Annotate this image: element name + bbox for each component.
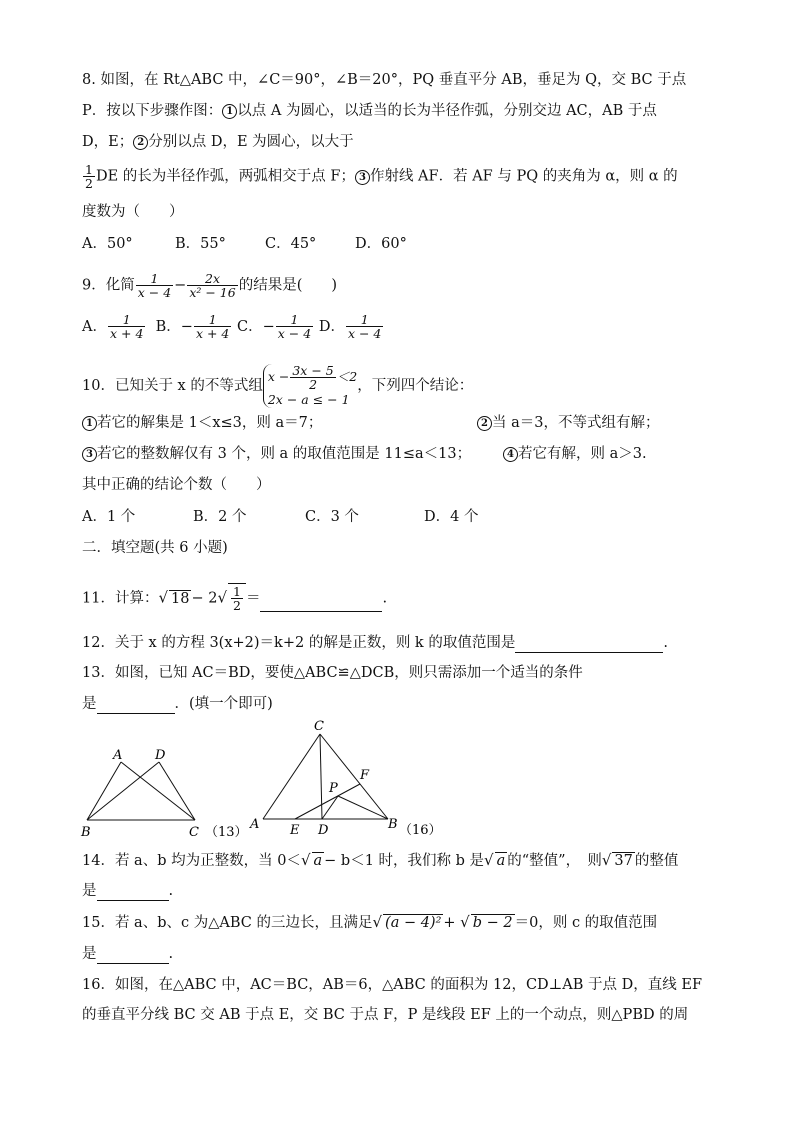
fig16-seg-ac [263, 734, 320, 819]
q8-line2 [82, 101, 657, 121]
q8-line3-a: D，E； [82, 134, 134, 150]
q9-option-d-label: D． [318, 318, 345, 335]
q9-c-num: 1 [276, 313, 313, 327]
q10-ineq2: 2x − a ≤ − 1 [267, 392, 350, 407]
q14-radicand-a: a [313, 853, 323, 869]
q11-half-num: 1 [233, 584, 241, 599]
q9-frac1-num: 1 [136, 272, 173, 286]
q11-radicand-half [228, 583, 246, 612]
q11-radicand-18: 18 [171, 590, 190, 607]
q11-eq: ＝ [245, 590, 261, 607]
q9-a-num: 1 [108, 313, 145, 327]
q10-statement-2 [477, 413, 659, 433]
fig13-seg-dc [159, 762, 195, 820]
q10-ineq1-b: ＜2 [336, 369, 358, 384]
q9-option-b[interactable] [155, 312, 233, 341]
q9-suffix: 的结果是( ) [238, 277, 338, 294]
q14-radicand-37: 37 [614, 853, 633, 869]
circle-3-icon: 3 [355, 170, 370, 185]
q9-frac1 [136, 272, 173, 299]
fig16-seg-cd [320, 734, 322, 819]
q8-line1: 8. 如图，在 Rt△ABC 中，∠C＝90°，∠B＝20°，PQ 垂直平分 AB，垂足为 Q，交 BC 于点 [82, 72, 687, 88]
circle-2-icon: 2 [477, 416, 492, 431]
q14-radicand-a2: a [496, 853, 506, 869]
q14-line1 [82, 850, 678, 871]
q14-d: 的整值 [634, 853, 679, 869]
q8-line5: 度数为（ ） [82, 204, 184, 220]
q15-line2-a: 是 [82, 946, 97, 962]
fig13-label-b: B [81, 825, 91, 840]
fig16-caption: （16） [399, 823, 442, 838]
sqrt-icon: √ [601, 851, 612, 869]
fig16-seg-pb [338, 796, 388, 819]
q9-prefix: 9．化简 [82, 277, 135, 294]
q12-line [82, 633, 668, 653]
q10-prefix: 10．已知关于 x 的不等式组 [82, 378, 263, 394]
circle-4-icon: 4 [503, 447, 518, 462]
circle-2-icon: 2 [133, 135, 148, 150]
q15-a: 15．若 a、b、c 为△ABC 的三边长，且满足 [82, 915, 373, 931]
q15-end: . [168, 946, 174, 962]
q9-option-d[interactable] [318, 312, 385, 341]
q16-line2: 的垂直平分线 BC 交 AB 于点 E，交 BC 于点 F，P 是线段 EF 上的一个动点，则△PBD 的周 [82, 1007, 689, 1023]
fig16-label-b: B [388, 817, 398, 832]
q12-text: 12．关于 x 的方程 3(x+2)＝k+2 的解是正数，则 k 的取值范围是 [82, 635, 516, 651]
q10-inequality-system [263, 364, 357, 408]
fig16-label-a: A [250, 817, 260, 832]
q8-option-b[interactable]: B．55° [175, 236, 226, 252]
q10-question: 其中正确的结论个数（ ） [82, 477, 271, 493]
sqrt-icon: √ [217, 588, 228, 607]
q10-ineq1-frac [290, 364, 335, 391]
q13-line2-b: ．(填一个即可) [174, 696, 273, 712]
figure-16 [248, 716, 448, 842]
q10-option-d[interactable]: D．4 个 [424, 509, 479, 525]
q8-option-a[interactable]: A．50° [82, 236, 133, 252]
q9-option-a-frac [108, 313, 145, 340]
q14-end: . [168, 883, 174, 899]
q11-line [82, 583, 387, 612]
q10-s2-text: 当 a＝3，不等式组有解； [492, 415, 660, 431]
q9-option-d-frac [346, 313, 383, 340]
sqrt-icon: √ [372, 913, 383, 931]
q8-line4-a: DE 的长为半径作弧，两弧相交于点 F； [95, 168, 355, 185]
sqrt-icon: √ [300, 851, 311, 869]
half-num: 1 [85, 162, 93, 177]
q8-line2-b: 以点 A 为圆心，以适当的长为半径作弧，分别交边 AC，AB 于点 [237, 103, 657, 119]
q10-ineq1-num: 3x − 5 [292, 363, 334, 378]
q14-line2 [82, 881, 173, 901]
fig16-seg-dp [322, 796, 338, 819]
sqrt-icon: √ [460, 913, 470, 931]
q10-s4-text: 若它有解，则 a＞3. [518, 446, 647, 462]
half-fraction [83, 163, 95, 190]
fig13-label-a: A [113, 748, 123, 763]
q14-line2-a: 是 [82, 883, 97, 899]
q11-half-den: 2 [233, 598, 241, 613]
q8-option-c[interactable]: C．45° [265, 236, 317, 252]
q9-frac2-num: 2x [187, 272, 237, 286]
q9-b-neg: − [180, 318, 193, 335]
q9-option-a-label: A． [82, 318, 107, 335]
fig13-seg-ba [87, 762, 121, 820]
fig16-label-c: C [314, 719, 324, 734]
q9-frac1-den: x − 4 [137, 285, 172, 300]
q8-line4 [82, 163, 678, 190]
q9-frac2-den: x² − 16 [189, 285, 236, 300]
q11-prefix: 11．计算： [82, 590, 159, 607]
fig16-label-e: E [290, 823, 300, 838]
q9-line1 [82, 272, 337, 299]
q8-line3 [82, 132, 354, 152]
q9-d-den: x − 4 [347, 326, 382, 341]
q9-option-a[interactable] [82, 312, 146, 341]
q10-statement-1 [82, 413, 322, 433]
fig16-seg-cb [320, 734, 388, 819]
q12-answer-blank[interactable] [515, 652, 663, 653]
q14-b: − b＜1 时，我们称 b 是 [324, 853, 485, 869]
q14-a: 14．若 a、b 均为正整数，当 0＜ [82, 853, 301, 869]
q10-option-a[interactable]: A．1 个 [82, 509, 136, 525]
q10-s3-text: 若它的整数解仅有 3 个，则 a 的取值范围是 11≤a＜13； [97, 446, 472, 462]
q9-minus: − [174, 277, 187, 294]
q9-option-c-label: C． [237, 318, 263, 335]
q15-radicand-2: b − 2 [472, 915, 513, 931]
q9-d-num: 1 [346, 313, 383, 327]
q14-answer-blank[interactable] [97, 900, 169, 901]
q15-radicand-1: (a − 4)² [385, 915, 442, 931]
sqrt-icon: √ [158, 588, 169, 607]
q10-statement-4 [503, 444, 647, 464]
q15-b: ＝0，则 c 的取值范围 [514, 915, 658, 931]
q13-line2 [82, 694, 273, 714]
q15-line1 [82, 912, 657, 933]
fig13-seg-ac [121, 762, 195, 820]
q10-line1 [82, 364, 473, 408]
q10-statement-3 [82, 444, 471, 464]
q16-line1: 16．如图，在△ABC 中，AC＝BC，AB＝6，△ABC 的面积为 12，CD⊥AB 于点 D，直线 EF [82, 977, 703, 993]
q11-answer-blank[interactable] [260, 611, 382, 612]
fig13-seg-bd [87, 762, 159, 820]
half-den: 2 [85, 176, 93, 191]
q9-options [82, 313, 384, 340]
q9-c-den: x − 4 [277, 326, 312, 341]
q9-option-b-label: B． [155, 318, 181, 335]
q10-option-c[interactable]: C．3 个 [305, 509, 359, 525]
fig13-caption: （13） [205, 825, 248, 840]
circle-1-icon: 1 [82, 416, 97, 431]
section-title-fill-in: 二．填空题(共 6 小题) [82, 540, 228, 556]
q15-line2 [82, 944, 173, 964]
q11-end: . [382, 590, 388, 607]
q10-s1-text: 若它的解集是 1＜x≤3，则 a＝7； [97, 415, 323, 431]
q13-line2-a: 是 [82, 696, 97, 712]
fig16-label-d: D [318, 823, 329, 838]
q15-answer-blank[interactable] [97, 963, 169, 964]
q9-b-den: x + 4 [195, 326, 230, 341]
q10-ineq1-a: x − [267, 369, 290, 384]
q13-answer-blank[interactable] [97, 713, 175, 714]
q9-c-neg: − [262, 318, 275, 335]
fig16-label-f: F [360, 768, 370, 783]
q8-line3-b: 分别以点 D，E 为圆心，以大于 [148, 134, 354, 150]
q9-frac2 [187, 272, 237, 299]
q14-c: 的“整值”， 则 [507, 853, 602, 869]
q9-a-den: x + 4 [109, 326, 144, 341]
fig13-label-d: D [155, 748, 166, 763]
circle-3-icon: 3 [82, 447, 97, 462]
circle-1-icon: 1 [222, 104, 237, 119]
fig13-label-c: C [189, 825, 199, 840]
sqrt-icon: √ [484, 851, 494, 869]
q8-option-d[interactable]: D．60° [355, 236, 407, 252]
q9-option-c[interactable] [237, 312, 314, 341]
q9-b-num: 1 [194, 313, 231, 327]
q9-option-b-frac [194, 313, 231, 340]
q9-option-c-frac [276, 313, 313, 340]
q15-plus: + [443, 915, 456, 931]
fig16-label-p: P [329, 781, 338, 796]
q10-suffix: ，下列四个结论： [357, 378, 474, 394]
q8-line2-a: P．按以下步骤作图： [82, 103, 223, 119]
q11-minus2: − 2 [191, 590, 218, 607]
q10-option-b[interactable]: B．2 个 [193, 509, 247, 525]
figure-13 [75, 740, 255, 845]
q10-ineq1-den: 2 [309, 377, 318, 392]
q13-line1: 13．如图，已知 AC＝BD，要使△ABC≌△DCB，则只需添加一个适当的条件 [82, 665, 583, 681]
q12-end: . [663, 635, 668, 651]
q8-line4-b: 作射线 AF．若 AF 与 PQ 的夹角为 α，则 α 的 [369, 168, 678, 185]
